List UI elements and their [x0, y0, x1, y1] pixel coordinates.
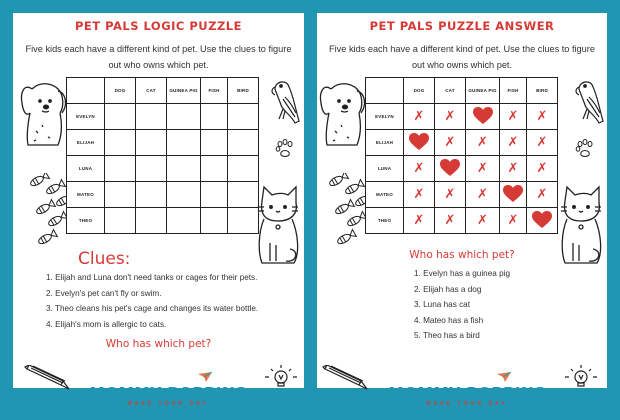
grid-cell: [404, 182, 435, 208]
table-row: [366, 208, 558, 234]
grid-cell[interactable]: [228, 182, 259, 208]
page-title: PET PALS LOGIC PUZZLE: [74, 19, 242, 33]
logo-name: MOMMY POPPINS: [388, 384, 546, 402]
logo-tagline: MAKE YOUR DAY: [426, 401, 508, 407]
grid-cell: [500, 156, 527, 182]
column-header: DOG: [404, 78, 435, 104]
row-header: EVELYN: [67, 104, 105, 130]
grid-cell[interactable]: [136, 208, 167, 234]
x-mark-icon: ✗: [413, 109, 425, 124]
column-header: CAT: [435, 78, 466, 104]
table-row: [67, 208, 259, 234]
row-header: ELIJAH: [366, 130, 404, 156]
row-header: MATEO: [67, 182, 105, 208]
answer-grid: [365, 77, 558, 234]
fish-icon: [322, 173, 366, 253]
grid-cell: [466, 130, 500, 156]
x-mark-icon: ✗: [507, 161, 519, 176]
grid-cell: [500, 130, 527, 156]
x-mark-icon: ✗: [476, 213, 489, 228]
clues-heading: Clues:: [78, 249, 131, 269]
x-mark-icon: ✗: [413, 187, 425, 202]
column-header: FISH: [201, 78, 228, 104]
grid-cell[interactable]: [167, 208, 201, 234]
grid-cell[interactable]: [167, 156, 201, 182]
grid-cell[interactable]: [201, 156, 228, 182]
table-row: [366, 104, 558, 130]
table-row: [67, 130, 259, 156]
grid-cell[interactable]: [167, 130, 201, 156]
grid-cell[interactable]: [201, 130, 228, 156]
fish-icon: [23, 173, 67, 253]
grid-cell: [435, 156, 466, 182]
grid-cell[interactable]: [105, 182, 136, 208]
table-row: [366, 182, 558, 208]
grid-cell: [500, 104, 527, 130]
heart-icon: [409, 133, 429, 151]
heart-icon: [473, 107, 493, 125]
grid-cell: [466, 156, 500, 182]
grid-cell: [435, 104, 466, 130]
x-mark-icon: ✗: [507, 109, 519, 124]
corner-cell: [366, 78, 404, 104]
row-header: ELIJAH: [67, 130, 105, 156]
paper-plane-icon: [497, 372, 511, 382]
x-mark-icon: ✗: [476, 161, 489, 176]
grid-cell[interactable]: [136, 156, 167, 182]
clue-item: 4. Elijah's mom is allergic to cats.: [46, 320, 167, 330]
column-header: FISH: [500, 78, 527, 104]
x-mark-icon: ✗: [536, 161, 548, 176]
grid-cell: [500, 182, 527, 208]
grid-cell[interactable]: [136, 104, 167, 130]
lightbulb-icon: [561, 363, 601, 387]
grid-cell: [466, 208, 500, 234]
grid-cell[interactable]: [105, 208, 136, 234]
grid-cell[interactable]: [136, 182, 167, 208]
row-header: THEO: [366, 208, 404, 234]
dog-icon: [317, 79, 369, 151]
grid-cell: [404, 104, 435, 130]
column-header: CAT: [136, 78, 167, 104]
x-mark-icon: ✗: [444, 213, 456, 228]
x-mark-icon: ✗: [476, 135, 489, 150]
grid-cell[interactable]: [201, 208, 228, 234]
grid-cell: [527, 156, 558, 182]
logic-grid: [66, 77, 259, 234]
grid-cell: [527, 130, 558, 156]
grid-cell[interactable]: [228, 104, 259, 130]
grid-cell: [435, 182, 466, 208]
paw-icon: [275, 139, 295, 159]
grid-cell: [404, 156, 435, 182]
x-mark-icon: ✗: [536, 135, 548, 150]
table-row: [67, 104, 259, 130]
pencil-icon: [321, 365, 371, 391]
grid-cell[interactable]: [167, 104, 201, 130]
grid-cell[interactable]: [105, 130, 136, 156]
logo-tagline: MAKE YOUR DAY: [127, 401, 209, 407]
question-text: Who has which pet?: [105, 338, 212, 350]
grid-cell: [435, 130, 466, 156]
grid-cell: [466, 104, 500, 130]
intro-text: Five kids each have a different kind of pet. Use the clues to figure out who owns which pet.: [25, 44, 292, 70]
grid-cell: [500, 208, 527, 234]
table-row: [67, 156, 259, 182]
lightbulb-icon: [261, 363, 301, 387]
clues-list: [46, 270, 296, 333]
heart-icon: [440, 159, 460, 177]
grid-cell: [527, 182, 558, 208]
heart-icon: [532, 211, 552, 229]
column-header: GUINEA PIG: [466, 78, 500, 104]
question-text: Who has which pet?: [409, 249, 515, 261]
column-header: BIRD: [527, 78, 558, 104]
grid-cell[interactable]: [201, 104, 228, 130]
logo-name: MOMMY POPPINS: [89, 384, 247, 402]
column-header: DOG: [105, 78, 136, 104]
dog-icon: [18, 79, 70, 151]
answer-item: 4. Mateo has a fish: [414, 315, 484, 325]
row-header: LUNA: [366, 156, 404, 182]
table-row: [67, 182, 259, 208]
table-row: [366, 130, 558, 156]
mommy-poppins-logo[interactable]: [86, 370, 250, 406]
x-mark-icon: ✗: [413, 213, 425, 228]
x-mark-icon: ✗: [444, 135, 456, 150]
clue-item: 2. Evelyn's pet can't fly or swim.: [46, 288, 162, 298]
answer-item: 3. Luna has cat: [414, 300, 470, 309]
corner-cell: [67, 78, 105, 104]
x-mark-icon: ✗: [444, 187, 456, 202]
paw-icon: [575, 139, 595, 159]
cat-icon: [256, 183, 300, 267]
grid-cell[interactable]: [228, 208, 259, 234]
grid-cell[interactable]: [105, 104, 136, 130]
grid-cell[interactable]: [136, 130, 167, 156]
grid-cell: [466, 182, 500, 208]
grid-cell: [404, 208, 435, 234]
x-mark-icon: ✗: [413, 161, 425, 176]
answer-item: 1. Evelyn has a guinea pig: [414, 269, 511, 278]
x-mark-icon: ✗: [507, 135, 519, 150]
mommy-poppins-logo[interactable]: [385, 370, 549, 406]
x-mark-icon: ✗: [444, 109, 456, 124]
x-mark-icon: ✗: [507, 213, 519, 228]
column-header: GUINEA PIG: [167, 78, 201, 104]
page-title: PET PALS PUZZLE ANSWER: [369, 19, 555, 33]
x-mark-icon: ✗: [536, 187, 548, 202]
answers-list: [414, 266, 510, 344]
grid-cell: [404, 130, 435, 156]
table-row: [366, 156, 558, 182]
paper-plane-icon: [198, 372, 212, 382]
row-header: MATEO: [366, 182, 404, 208]
answer-item: 5. Theo has a bird: [414, 331, 480, 340]
grid-cell: [527, 104, 558, 130]
answer-item: 2. Elijah has a dog: [414, 284, 482, 294]
clue-item: 1. Elijah and Luna don't need tanks or cages for their pets.: [46, 273, 258, 282]
grid-cell[interactable]: [105, 156, 136, 182]
intro-text: Five kids each have a different kind of pet. Use the clues to figure out who owns which pet.: [329, 44, 595, 70]
grid-cell[interactable]: [228, 130, 259, 156]
grid-cell[interactable]: [167, 182, 201, 208]
parrot-icon: [573, 77, 605, 133]
row-header: LUNA: [67, 156, 105, 182]
grid-cell[interactable]: [201, 182, 228, 208]
x-mark-icon: ✗: [476, 187, 489, 202]
grid-cell: [527, 208, 558, 234]
heart-icon: [503, 185, 523, 203]
column-header: BIRD: [228, 78, 259, 104]
x-mark-icon: ✗: [536, 109, 548, 124]
grid-cell: [435, 208, 466, 234]
row-header: EVELYN: [366, 104, 404, 130]
grid-cell[interactable]: [228, 156, 259, 182]
puzzle-page: [13, 13, 304, 407]
pencil-icon: [23, 365, 73, 391]
clue-item: 3. Theo cleans his pet's cage and changes its water bottle.: [46, 304, 259, 314]
row-header: THEO: [67, 208, 105, 234]
parrot-icon: [269, 77, 301, 133]
answer-page: [317, 13, 607, 407]
